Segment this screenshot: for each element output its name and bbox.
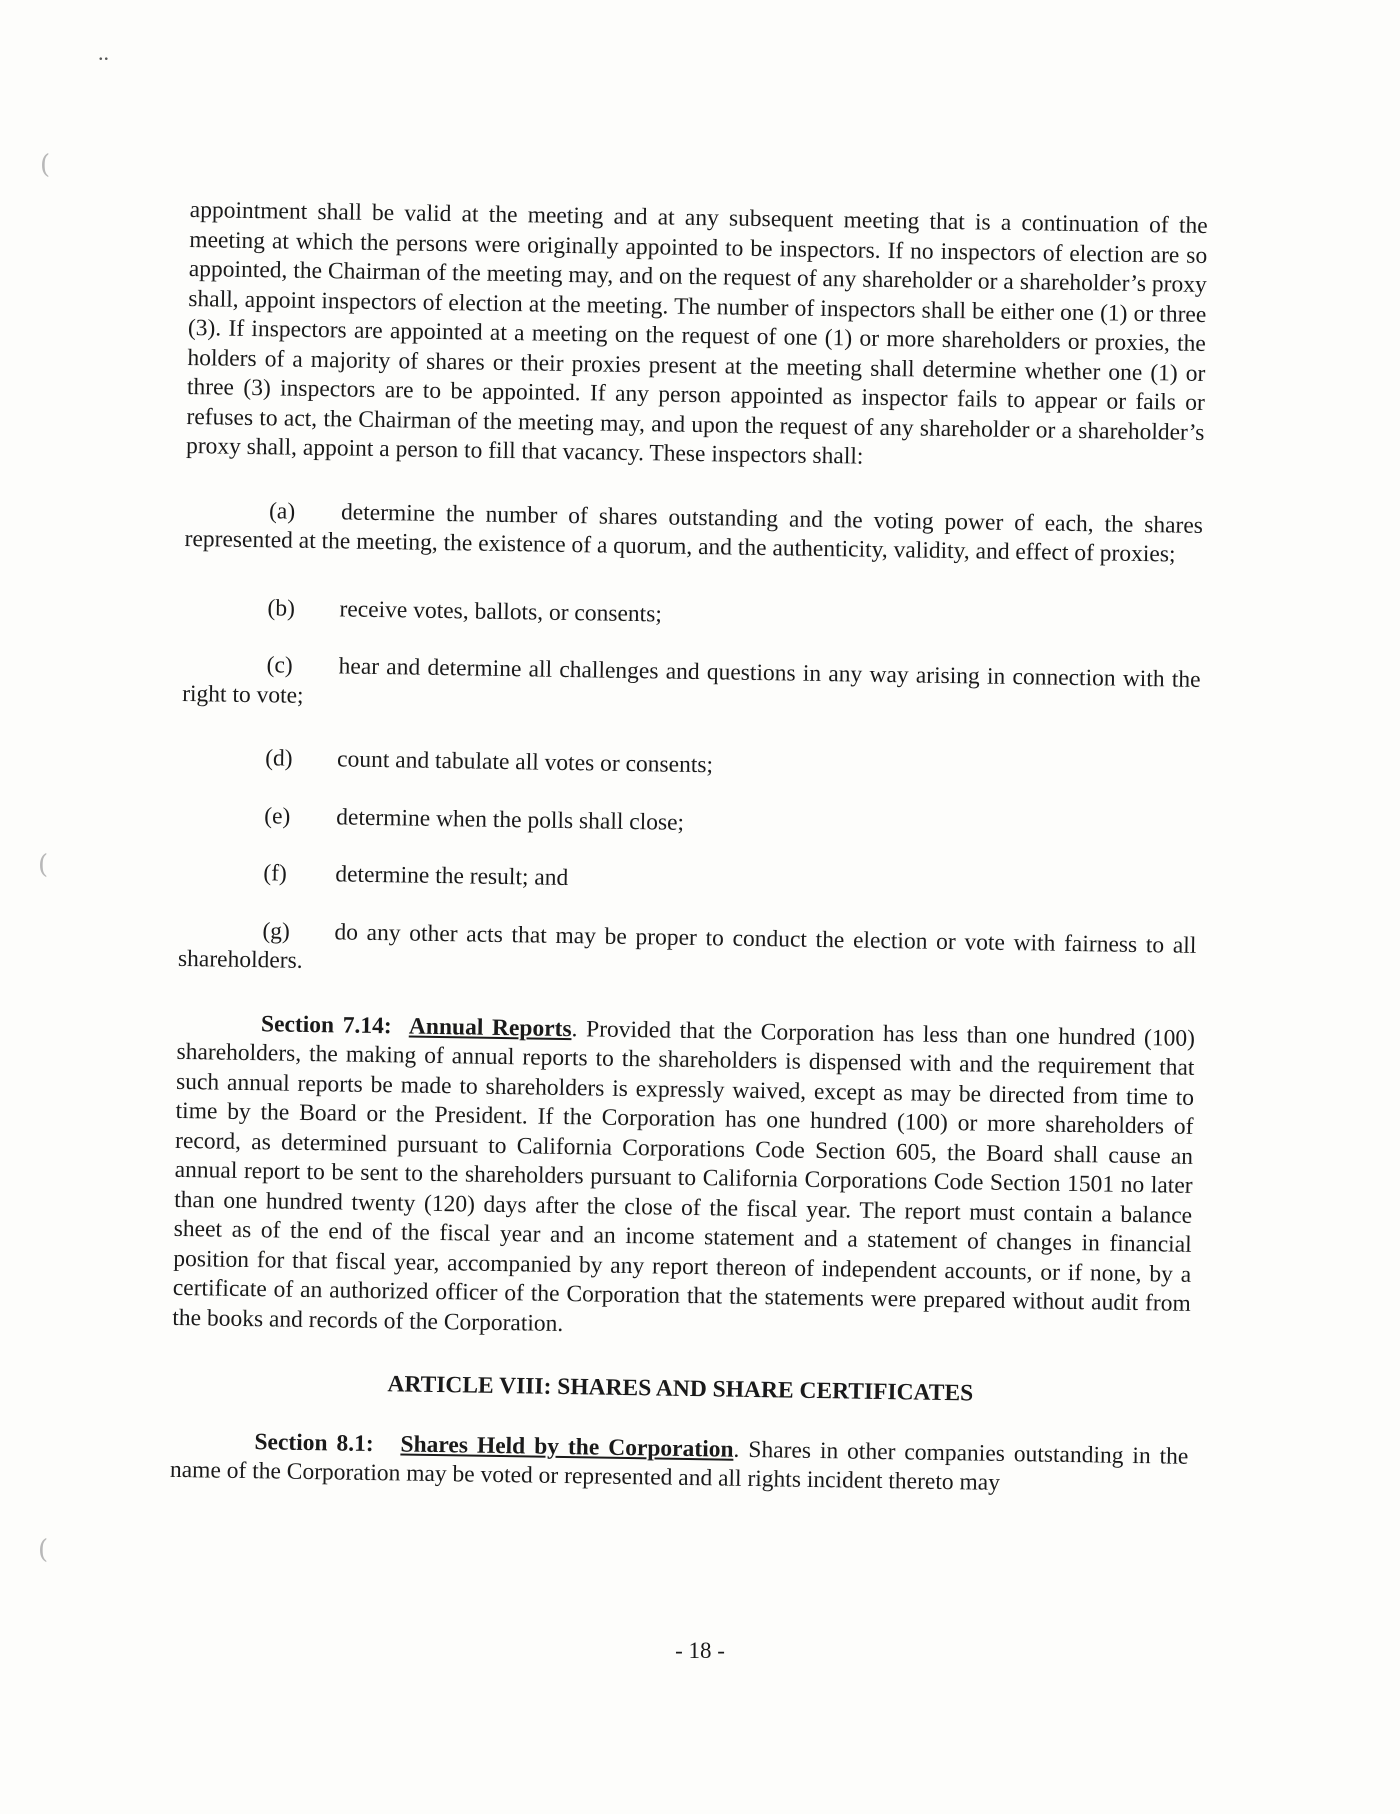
intro-paragraph: appointment shall be valid at the meeting and at any subsequent meeting that is a continuation of the meeting at which the persons were originally appointed to be inspectors. If no inspectors of election are so appointed, the Chairman of the meeting may, and on the request of any shareholder or a shareholder’s proxy shall, appoint inspectors of election at the meeting. The number of inspectors shall be either one (1) or three (3). If inspectors are appointed at a meeting on the request of one (1) or more shareholders or proxies, the holders of a majority of shares or their proxies present at the meeting shall determine whether one (1) or three (3) inspectors are to be appointed. If any person appointed as inspector fails to appear or fails or refuses to act, the Chairman of the meeting may, and upon the request of any shareholder or a shareholder’s proxy shall, appoint a person to fill that vacancy. These inspectors shall: — [185, 196, 1208, 470]
section-text: Shares in other companies outstanding in the name of the Corporation may be voted or represented and all rights incident thereto may — [169, 1436, 1189, 1496]
margin-mark: ( — [38, 850, 49, 880]
list-item-label: (d) — [264, 745, 293, 772]
list-item-label: (b) — [267, 594, 296, 622]
list-item-label: (a) — [268, 497, 296, 525]
margin-mark: ( — [38, 1535, 49, 1565]
list-item-label: (e) — [264, 802, 291, 830]
section-7-14: Section 7.14: Annual Reports. Provided that the Corporation has less than one hundred (100) shareholders, the making of annual reports to the shareholders is dispensed with and the requirement that such annual reports be made to shareholders is expressly waived, except as may be directed from time to time by the Board or the President. If the Corporation has one hundred (100) or more shareholders of record, as determined pursuant to California Corporations Code Section 605, the Board shall cause an annual report to be sent to the shareholders pursuant to California Corporations Code Section 1501 no later than one hundred twenty (120) days after the close of the fiscal year. The report must contain a balance sheet as of the end of the fiscal year and an income statement and a statement of changes in financial position for that fiscal year, accompanied by any report thereon of independent accounts, or if none, by a certificate of an authorized officer of the Corporation that the statements were prepared without audit from the books and records of the Corporation. — [172, 1010, 1196, 1337]
list-item-text: determine when the polls shall close; — [336, 803, 685, 836]
list-item-text: count and tabulate all votes or consents; — [336, 746, 714, 779]
section-heading: Section 8.1: — [254, 1428, 374, 1457]
list-item-label: (c) — [266, 652, 293, 679]
section-text: Provided that the Corporation has less than one hundred (100) shareholders, the making of annual reports to the shareholders is dispensed with and the requirement that such annual reports be made to shareholders is expressly waived, except as may be directed from time to time by the Board or the President. If the Corporation has one hundred (100) or more shareholders of record, as determined pursuant to California Corporations Code Section 605, the Board shall cause an annual report to be sent to the shareholders pursuant to California Corporations Code Section 1501 no later than one hundred twenty (120) days after the close of the fiscal year. The report must contain a balance sheet as of the end of the fiscal year and an income statement and a statement of changes in financial position for that fiscal year, accompanied by any report thereon of independent accounts, or if none, by a certificate of an authorized officer of the Corporation that the statements were prepared without audit from the books and records of the Corporation. — [172, 1015, 1196, 1337]
list-item-text: determine the number of shares outstanding and the voting power of each, the shares represented at the meeting, the existence of a quorum, and the authenticity, validity, and effect of proxies; — [184, 498, 1204, 568]
section-8-1: Section 8.1: Shares Held by the Corporation. Shares in other companies outstanding in the name of the Corporation may be voted or represented and all rights incident thereto may — [169, 1428, 1189, 1496]
list-item-label: (g) — [262, 917, 291, 945]
list-item-text: hear and determine all challenges and questions in any way arising in connection with the right to vote; — [181, 653, 1201, 709]
margin-mark: ( — [40, 150, 51, 180]
section-title: Shares Held by the Corporation — [400, 1430, 734, 1463]
list-item-text: determine the result; and — [335, 861, 569, 892]
list-item-text: receive votes, ballots, or consents; — [339, 595, 663, 627]
list-item-text: do any other acts that may be proper to conduct the election or vote with fairness to all shareholders. — [177, 918, 1197, 974]
section-title: Annual Reports — [408, 1013, 572, 1042]
list-item-label: (f) — [263, 860, 288, 887]
corner-mark: .. — [98, 40, 109, 65]
article-heading: ARTICLE VIII: SHARES AND SHARE CERTIFICATES — [387, 1371, 974, 1407]
section-heading: Section 7.14: — [260, 1010, 392, 1039]
page-number: - 18 - — [675, 1638, 725, 1663]
document-body — [170, 196, 1208, 1501]
